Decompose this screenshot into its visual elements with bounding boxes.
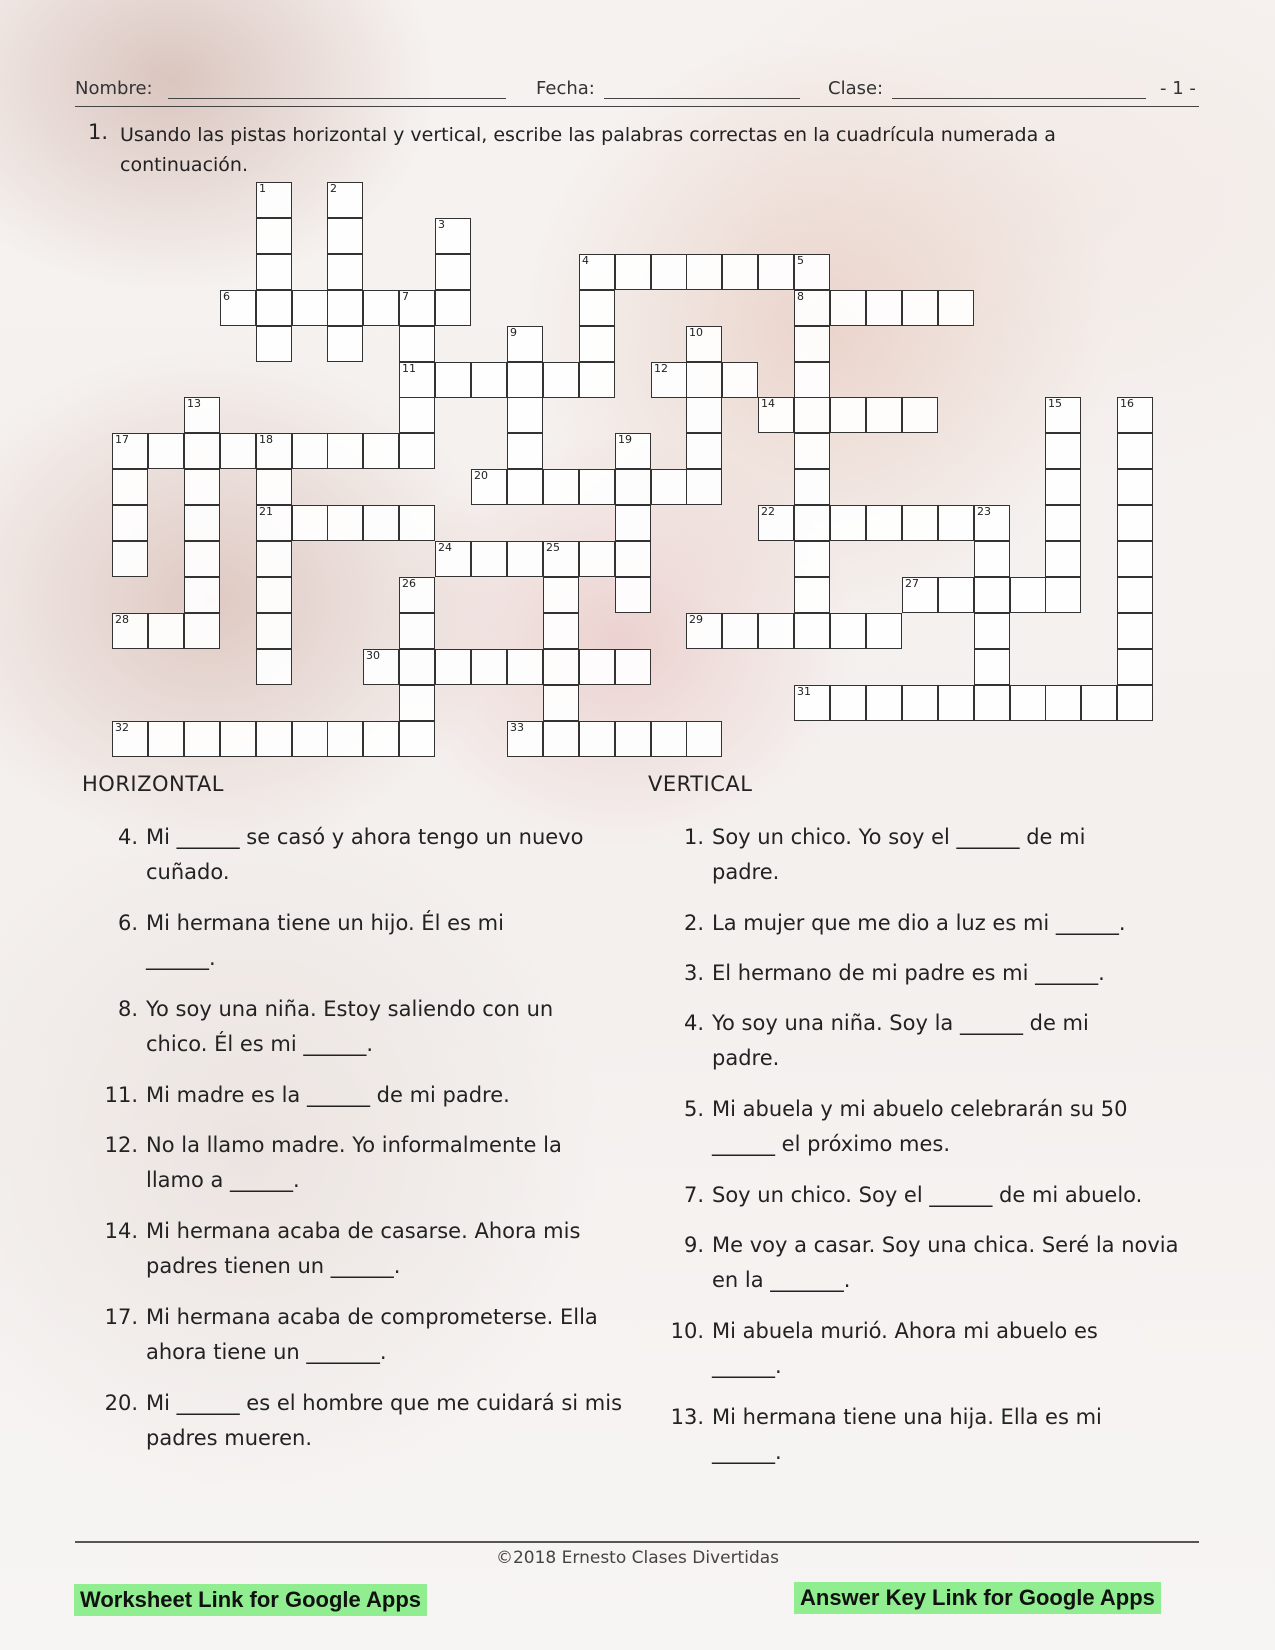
crossword-cell[interactable] <box>974 613 1010 649</box>
copyright: ©2018 Ernesto Clases Divertidas <box>495 1548 780 1568</box>
horizontal-clue: 8. Yo soy una niña. Estoy saliendo con un chico. Él es mi ______. <box>117 997 554 1056</box>
crossword-cell[interactable] <box>1117 433 1153 469</box>
crossword-cell[interactable] <box>363 505 399 541</box>
crossword-cell[interactable] <box>148 433 184 469</box>
crossword-cell[interactable] <box>579 469 615 505</box>
crossword-cell-number: 27 <box>905 577 919 590</box>
crossword-cell[interactable] <box>794 397 830 433</box>
crossword-cell[interactable] <box>830 505 866 541</box>
crossword-cell[interactable] <box>579 254 615 290</box>
crossword-cell[interactable] <box>435 362 471 398</box>
horizontal-clue: 6. Mi hermana tiene un hijo. Él es mi ______. <box>117 911 504 970</box>
crossword-cell-number: 19 <box>618 433 632 446</box>
crossword-cell[interactable] <box>1117 505 1153 541</box>
crossword-cell[interactable] <box>112 613 148 649</box>
vertical-clue: 4. Yo soy una niña. Soy la ______ de mi padre. <box>683 1011 1089 1070</box>
crossword-cell-number: 18 <box>259 433 273 446</box>
crossword-cell[interactable] <box>471 469 507 505</box>
crossword-cell[interactable] <box>399 433 435 469</box>
crossword-cell[interactable] <box>758 505 794 541</box>
crossword-cell[interactable] <box>184 613 220 649</box>
crossword-cell[interactable] <box>902 397 938 433</box>
crossword-cell[interactable] <box>794 290 830 326</box>
crossword-cell[interactable] <box>220 433 256 469</box>
crossword-cell[interactable] <box>1045 505 1081 541</box>
crossword-cell-number: 28 <box>115 613 129 626</box>
crossword-cell[interactable] <box>112 721 148 757</box>
crossword-cell[interactable] <box>543 613 579 649</box>
crossword-cell[interactable] <box>112 541 148 577</box>
crossword-cell[interactable] <box>184 469 220 505</box>
crossword-cell-number: 17 <box>115 433 129 446</box>
crossword-cell[interactable] <box>615 469 651 505</box>
crossword-cell[interactable] <box>363 649 399 685</box>
crossword-cell[interactable] <box>435 290 471 326</box>
crossword-cell-number: 21 <box>259 505 273 518</box>
crossword-grid[interactable] <box>0 0 1275 770</box>
crossword-cell[interactable] <box>686 397 722 433</box>
crossword-cell[interactable] <box>112 505 148 541</box>
vertical-title: VERTICAL <box>648 772 753 796</box>
crossword-cell[interactable] <box>292 721 328 757</box>
crossword-cell[interactable] <box>292 433 328 469</box>
crossword-cell[interactable] <box>722 254 758 290</box>
footer-rule <box>75 1541 1199 1543</box>
horizontal-clue: 12. No la llamo madre. Yo informalmente la llamo a ______. <box>104 1133 562 1192</box>
crossword-cell[interactable] <box>327 182 363 218</box>
crossword-cell[interactable] <box>686 721 722 757</box>
crossword-cell-number: 9 <box>510 326 517 339</box>
crossword-cell[interactable] <box>399 613 435 649</box>
crossword-cell[interactable] <box>866 290 902 326</box>
vertical-clue: 9. Me voy a casar. Soy una chica. Seré la novia en la _______. <box>683 1233 1179 1292</box>
crossword-cell[interactable] <box>866 613 902 649</box>
crossword-cell[interactable] <box>758 397 794 433</box>
crossword-cell[interactable] <box>220 721 256 757</box>
horizontal-clue: 14. Mi hermana acaba de casarse. Ahora mis padres tienen un ______. <box>104 1219 581 1278</box>
crossword-cell-number: 13 <box>187 397 201 410</box>
crossword-cell[interactable] <box>543 362 579 398</box>
crossword-cell[interactable] <box>758 613 794 649</box>
crossword-cell[interactable] <box>794 433 830 469</box>
crossword-cell[interactable] <box>974 649 1010 685</box>
crossword-cell[interactable] <box>1117 397 1153 433</box>
crossword-cell[interactable] <box>579 362 615 398</box>
crossword-cell[interactable] <box>579 326 615 362</box>
crossword-cell[interactable] <box>507 397 543 433</box>
crossword-cell[interactable] <box>974 505 1010 541</box>
crossword-cell[interactable] <box>794 326 830 362</box>
crossword-cell[interactable] <box>651 469 687 505</box>
crossword-cell[interactable] <box>256 433 292 469</box>
crossword-cell[interactable] <box>327 721 363 757</box>
crossword-cell-number: 3 <box>438 218 445 231</box>
crossword-cell-number: 12 <box>654 362 668 375</box>
crossword-cell[interactable] <box>148 721 184 757</box>
crossword-cell[interactable] <box>938 577 974 613</box>
crossword-cell-number: 32 <box>115 721 129 734</box>
crossword-cell[interactable] <box>220 290 256 326</box>
crossword-cell[interactable] <box>1045 577 1081 613</box>
crossword-cell[interactable] <box>974 577 1010 613</box>
crossword-cell[interactable] <box>1045 397 1081 433</box>
page-number: - 1 - <box>1160 78 1196 99</box>
instruction-text: Usando las pistas horizontal y vertical, escribe las palabras correctas en la cuadrícula numerada a continuación. <box>120 124 1056 176</box>
crossword-cell[interactable] <box>363 433 399 469</box>
crossword-cell[interactable] <box>184 577 220 613</box>
crossword-cell[interactable] <box>471 649 507 685</box>
crossword-cell[interactable] <box>615 649 651 685</box>
crossword-cell[interactable] <box>615 577 651 613</box>
crossword-cell[interactable] <box>794 577 830 613</box>
crossword-cell[interactable] <box>507 326 543 362</box>
crossword-cell[interactable] <box>866 685 902 721</box>
crossword-cell-number: 16 <box>1120 397 1134 410</box>
crossword-cell[interactable] <box>543 685 579 721</box>
crossword-cell[interactable] <box>184 433 220 469</box>
crossword-cell[interactable] <box>579 721 615 757</box>
crossword-cell[interactable] <box>758 254 794 290</box>
crossword-cell-number: 23 <box>977 505 991 518</box>
crossword-cell[interactable] <box>507 541 543 577</box>
crossword-cell[interactable] <box>902 290 938 326</box>
crossword-cell[interactable] <box>399 505 435 541</box>
horizontal-title: HORIZONTAL <box>82 772 224 796</box>
crossword-cell[interactable] <box>184 721 220 757</box>
crossword-cell[interactable] <box>184 541 220 577</box>
crossword-cell[interactable] <box>256 649 292 685</box>
answer-key-link[interactable]: Answer Key Link for Google Apps <box>794 1582 1161 1614</box>
crossword-cell[interactable] <box>327 505 363 541</box>
crossword-cell[interactable] <box>507 433 543 469</box>
crossword-cell[interactable] <box>1081 685 1117 721</box>
crossword-cell[interactable] <box>112 433 148 469</box>
crossword-cell[interactable] <box>1117 577 1153 613</box>
crossword-cell[interactable] <box>184 505 220 541</box>
crossword-cell[interactable] <box>579 541 615 577</box>
crossword-cell[interactable] <box>686 613 722 649</box>
crossword-cell[interactable] <box>938 685 974 721</box>
crossword-cell[interactable] <box>1010 685 1046 721</box>
crossword-cell[interactable] <box>399 685 435 721</box>
crossword-cell[interactable] <box>615 433 651 469</box>
vertical-clue: 3. El hermano de mi padre es mi ______. <box>683 961 1105 985</box>
crossword-cell[interactable] <box>256 254 292 290</box>
instruction-number: 1. <box>88 120 109 144</box>
crossword-cell[interactable] <box>327 254 363 290</box>
crossword-cell-number: 20 <box>474 469 488 482</box>
crossword-cell[interactable] <box>112 469 148 505</box>
crossword-cell[interactable] <box>399 362 435 398</box>
crossword-cell-number: 29 <box>689 613 703 626</box>
crossword-cell[interactable] <box>902 685 938 721</box>
horizontal-clue: 11. Mi madre es la ______ de mi padre. <box>104 1083 510 1107</box>
crossword-cell[interactable] <box>866 397 902 433</box>
crossword-cell[interactable] <box>866 505 902 541</box>
crossword-cell[interactable] <box>256 721 292 757</box>
crossword-cell-number: 14 <box>761 397 775 410</box>
crossword-cell[interactable] <box>651 254 687 290</box>
crossword-cell[interactable] <box>1117 613 1153 649</box>
crossword-cell-number: 22 <box>761 505 775 518</box>
crossword-cell[interactable] <box>794 362 830 398</box>
crossword-cell[interactable] <box>327 326 363 362</box>
crossword-cell[interactable] <box>435 254 471 290</box>
crossword-cell[interactable] <box>686 433 722 469</box>
crossword-cell[interactable] <box>543 721 579 757</box>
crossword-cell[interactable] <box>615 254 651 290</box>
crossword-cell[interactable] <box>184 397 220 433</box>
crossword-cell[interactable] <box>1117 469 1153 505</box>
crossword-cell[interactable] <box>256 577 292 613</box>
horizontal-clue: 17. Mi hermana acaba de comprometerse. Ella ahora tiene un _______. <box>104 1305 598 1364</box>
crossword-cell[interactable] <box>256 505 292 541</box>
crossword-cell-number: 15 <box>1048 397 1062 410</box>
horizontal-clue: 4. Mi ______ se casó y ahora tengo un nuevo cuñado. <box>117 825 584 884</box>
crossword-cell[interactable] <box>435 649 471 685</box>
crossword-cell[interactable] <box>579 649 615 685</box>
crossword-cell[interactable] <box>902 505 938 541</box>
crossword-cell[interactable] <box>651 362 687 398</box>
crossword-cell[interactable] <box>579 290 615 326</box>
crossword-cell-number: 6 <box>223 290 230 303</box>
crossword-cell[interactable] <box>543 649 579 685</box>
crossword-cell[interactable] <box>686 326 722 362</box>
vertical-clue: 13. Mi hermana tiene una hija. Ella es mi ______. <box>670 1405 1102 1464</box>
crossword-cell[interactable] <box>830 685 866 721</box>
crossword-cell[interactable] <box>686 254 722 290</box>
crossword-cell[interactable] <box>1010 577 1046 613</box>
crossword-cell[interactable] <box>399 326 435 362</box>
crossword-cell[interactable] <box>794 254 830 290</box>
crossword-cell-number: 31 <box>797 685 811 698</box>
crossword-cell[interactable] <box>794 685 830 721</box>
crossword-cell[interactable] <box>974 685 1010 721</box>
crossword-cell[interactable] <box>830 613 866 649</box>
crossword-cell[interactable] <box>399 721 435 757</box>
crossword-cell[interactable] <box>794 613 830 649</box>
crossword-cell[interactable] <box>507 469 543 505</box>
crossword-cell[interactable] <box>292 290 328 326</box>
crossword-cell[interactable] <box>507 362 543 398</box>
crossword-cell[interactable] <box>1117 649 1153 685</box>
crossword-cell[interactable] <box>256 290 292 326</box>
crossword-cell[interactable] <box>256 541 292 577</box>
crossword-cell-number: 25 <box>546 541 560 554</box>
vertical-clue: 7. Soy un chico. Soy el ______ de mi abuelo. <box>683 1183 1143 1207</box>
crossword-cell[interactable] <box>399 397 435 433</box>
crossword-cell[interactable] <box>1045 433 1081 469</box>
crossword-cell[interactable] <box>543 469 579 505</box>
crossword-cell[interactable] <box>794 505 830 541</box>
crossword-cell-number: 26 <box>402 577 416 590</box>
crossword-cell[interactable] <box>1117 685 1153 721</box>
crossword-cell[interactable] <box>794 469 830 505</box>
crossword-cell[interactable] <box>399 649 435 685</box>
crossword-cell[interactable] <box>256 218 292 254</box>
crossword-cell[interactable] <box>327 218 363 254</box>
crossword-cell-number: 11 <box>402 362 416 375</box>
crossword-cell[interactable] <box>256 182 292 218</box>
crossword-cell[interactable] <box>1045 685 1081 721</box>
crossword-cell[interactable] <box>1045 469 1081 505</box>
crossword-cell[interactable] <box>256 326 292 362</box>
crossword-cell-number: 2 <box>330 182 337 195</box>
crossword-cell[interactable] <box>543 577 579 613</box>
crossword-cell[interactable] <box>543 541 579 577</box>
crossword-cell-number: 30 <box>366 649 380 662</box>
crossword-cell[interactable] <box>615 541 651 577</box>
crossword-cell[interactable] <box>722 362 758 398</box>
crossword-cell[interactable] <box>938 505 974 541</box>
crossword-cell-number: 24 <box>438 541 452 554</box>
crossword-cell-number: 7 <box>402 290 409 303</box>
vertical-clue: 2. La mujer que me dio a luz es mi ______. <box>683 911 1126 935</box>
crossword-cell-number: 1 <box>259 182 266 195</box>
crossword-cell[interactable] <box>148 613 184 649</box>
crossword-cell[interactable] <box>399 290 435 326</box>
class-label: Clase: <box>828 78 884 99</box>
crossword-cell[interactable] <box>507 649 543 685</box>
crossword-cell[interactable] <box>363 721 399 757</box>
crossword-cell[interactable] <box>938 290 974 326</box>
crossword-cell[interactable] <box>1045 541 1081 577</box>
crossword-cell[interactable] <box>363 290 399 326</box>
crossword-cell[interactable] <box>292 505 328 541</box>
crossword-cell-number: 33 <box>510 721 524 734</box>
crossword-cell[interactable] <box>722 613 758 649</box>
crossword-cell[interactable] <box>435 541 471 577</box>
crossword-cell[interactable] <box>1117 541 1153 577</box>
crossword-cell[interactable] <box>974 541 1010 577</box>
crossword-cell[interactable] <box>507 721 543 757</box>
horizontal-clue: 20. Mi ______ es el hombre que me cuidará si mis padres mueren. <box>104 1391 623 1450</box>
worksheet-link[interactable]: Worksheet Link for Google Apps <box>74 1584 427 1616</box>
crossword-cell[interactable] <box>399 577 435 613</box>
crossword-cell[interactable] <box>327 290 363 326</box>
crossword-cell[interactable] <box>830 397 866 433</box>
crossword-cell[interactable] <box>686 469 722 505</box>
crossword-cell[interactable] <box>471 541 507 577</box>
crossword-cell[interactable] <box>435 218 471 254</box>
crossword-cell[interactable] <box>615 721 651 757</box>
crossword-cell-number: 5 <box>797 254 804 267</box>
vertical-clue: 5. Mi abuela y mi abuelo celebrarán su 50 ______ el próximo mes. <box>683 1097 1128 1156</box>
vertical-clue: 10. Mi abuela murió. Ahora mi abuelo es ______. <box>670 1319 1098 1378</box>
crossword-cell[interactable] <box>256 469 292 505</box>
crossword-cell[interactable] <box>256 613 292 649</box>
crossword-cell[interactable] <box>651 721 687 757</box>
crossword-cell[interactable] <box>686 362 722 398</box>
crossword-cell[interactable] <box>471 362 507 398</box>
name-label: Nombre: <box>75 78 153 99</box>
crossword-cell[interactable] <box>327 433 363 469</box>
date-label: Fecha: <box>536 78 595 99</box>
crossword-cell[interactable] <box>615 505 651 541</box>
crossword-cell-number: 10 <box>689 326 703 339</box>
crossword-cell[interactable] <box>902 577 938 613</box>
crossword-cell[interactable] <box>830 290 866 326</box>
crossword-cell-number: 8 <box>797 290 804 303</box>
crossword-cell[interactable] <box>794 541 830 577</box>
vertical-clue: 1. Soy un chico. Yo soy el ______ de mi padre. <box>683 825 1086 884</box>
crossword-cell-number: 4 <box>582 254 589 267</box>
